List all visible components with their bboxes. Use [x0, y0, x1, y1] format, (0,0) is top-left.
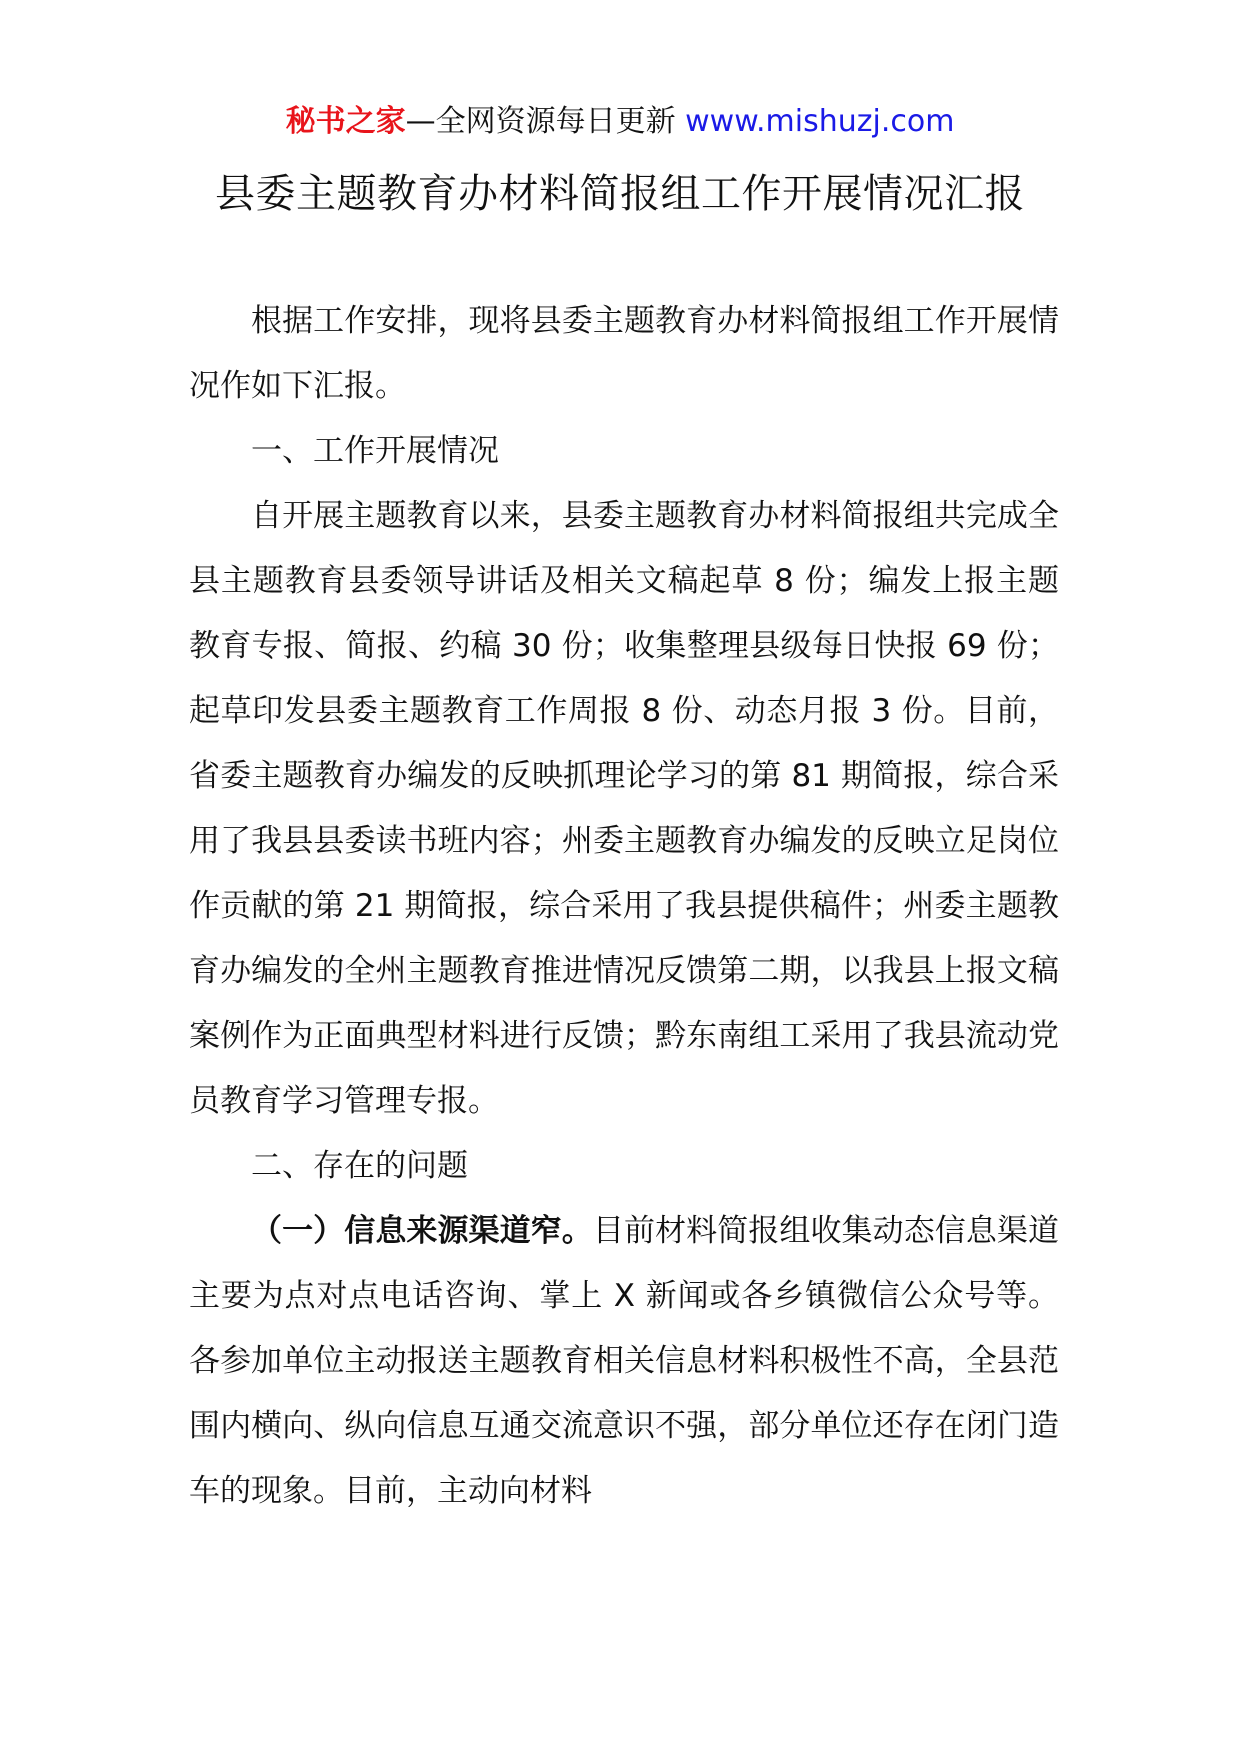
problem-paragraph-1	[189, 1199, 1059, 1524]
site-watermark-header	[0, 100, 1240, 144]
problem-1-body: 目前材料简报组收集动态信息渠道主要为点对点电话咨询、掌上 X 新闻或各乡镇微信公众号等。各参加单位主动报送主题教育相关信息材料积极性不高，全县范围内横向、纵向信息互通交流意识不强，部分单位还存在闭门造车的现象。目前，主动向材料	[189, 1213, 1060, 1509]
work-progress-paragraph: 自开展主题教育以来，县委主题教育办材料简报组共完成全县主题教育县委领导讲话及相关文稿起草 8 份；编发上报主题教育专报、简报、约稿 30 份；收集整理县级每日快报 69 份；起草印发县委主题教育工作周报 8 份、动态月报 3 份。目前，省委主题教育办编发的反映抓理论学习的第 81 期简报，综合采用了我县县委读书班内容；州委主题教育办编发的反映立足岗位作贡献的第 21 期简报，综合采用了我县提供稿件；州委主题教育办编发的全州主题教育推进情况反馈第二期，以我县上报文稿案例作为正面典型材料进行反馈；黔东南组工采用了我县流动党员教育学习管理专报。	[189, 498, 1059, 1119]
problem-1-lead: （一）信息来源渠道窄。	[251, 1213, 593, 1249]
intro-paragraph: 根据工作安排，现将县委主题教育办材料简报组工作开展情况作如下汇报。	[189, 303, 1059, 404]
section-heading-work-progress: 一、工作开展情况	[251, 433, 499, 469]
site-url-link[interactable]: www.mishuzj.com	[685, 104, 955, 139]
brand-name: 秘书之家	[285, 104, 406, 139]
brand-tagline: —全网资源每日更新	[405, 104, 686, 139]
document-body	[189, 289, 1059, 1524]
section-heading-problems: 二、存在的问题	[251, 1148, 468, 1184]
document-title: 县委主题教育办材料简报组工作开展情况汇报	[215, 171, 1025, 217]
